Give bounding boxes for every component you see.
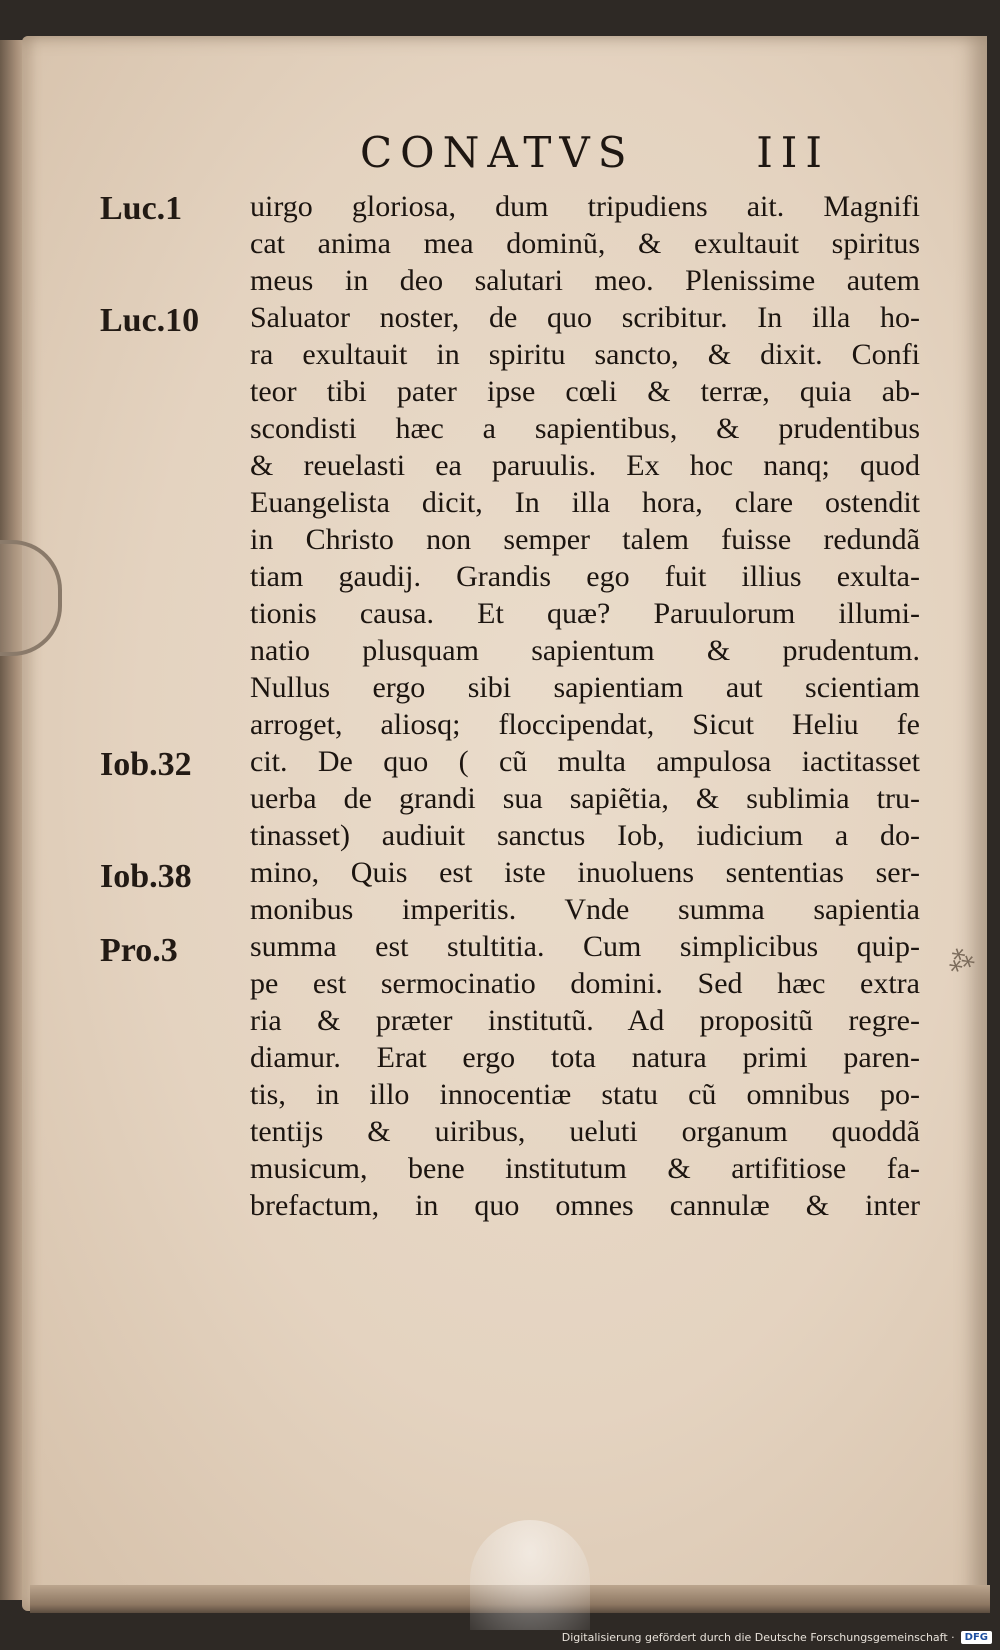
text-line: in Christo non semper talem fuisse redundã <box>250 523 920 556</box>
margin-note-iob32: Iob.32 <box>100 746 192 783</box>
text-line: ria & præter institutũ. Ad propositũ regre- <box>250 1004 920 1037</box>
digitization-credit <box>562 1631 992 1644</box>
text-line: summa est stultitia. Cum simplicibus quip- <box>250 930 920 963</box>
text-line: cit. De quo ( cũ multa ampulosa iactitasset <box>250 745 920 778</box>
text-line: uerba de grandi sua sapiẽtia, & sublimia tru- <box>250 782 920 815</box>
page-clip <box>470 1520 590 1630</box>
text-line: meus in deo salutari meo. Plenissime autem <box>250 264 920 297</box>
body-text <box>250 188 920 1224</box>
running-head-title: CONATVS <box>360 128 635 177</box>
dfg-logo: DFG <box>961 1631 992 1644</box>
text-line: tentijs & uiribus, ueluti organum quoddã <box>250 1115 920 1148</box>
text-line: tiam gaudij. Grandis ego fuit illius exulta- <box>250 560 920 593</box>
text-line: arroget, aliosq; floccipendat, Sicut Heliu fe <box>250 708 920 741</box>
text-line: ra exultauit in spiritu sancto, & dixit. Confi <box>250 338 920 371</box>
folio-number: III <box>756 128 830 177</box>
margin-note-luc1: Luc.1 <box>100 190 183 227</box>
text-line: musicum, bene institutum & artifitiose fa- <box>250 1152 920 1185</box>
text-line: tinasset) audiuit sanctus Iob, iudicium a do- <box>250 819 920 852</box>
text-line: teor tibi pater ipse cœli & terræ, quia ab- <box>250 375 920 408</box>
text-line: Saluator noster, de quo scribitur. In illa ho- <box>250 301 920 334</box>
margin-note-pro3: Pro.3 <box>100 932 178 969</box>
text-line: tionis causa. Et quæ? Paruulorum illumi- <box>250 597 920 630</box>
text-line: scondisti hæc a sapientibus, & prudentibus <box>250 412 920 445</box>
text-line: tis, in illo innocentiæ statu cũ omnibus po- <box>250 1078 920 1111</box>
text-line: natio plusquam sapientum & prudentum. <box>250 634 920 667</box>
margin-note-luc10: Luc.10 <box>100 302 200 339</box>
text-line: cat anima mea dominũ, & exultauit spiritus <box>250 227 920 260</box>
text-line: brefactum, in quo omnes cannulæ & inter <box>250 1189 920 1222</box>
text-line: Nullus ergo sibi sapientiam aut scientiam <box>250 671 920 704</box>
text-line: pe est sermocinatio domini. Sed hæc extra <box>250 967 920 1000</box>
text-line: diamur. Erat ergo tota natura primi paren- <box>250 1041 920 1074</box>
credit-text: Digitalisierung gefördert durch die Deutsche Forschungsgemeinschaft · <box>561 1631 955 1644</box>
text-line: mino, Quis est iste inuoluens sententias ser- <box>250 856 920 889</box>
text-line: uirgo gloriosa, dum tripudiens ait. Magnifi <box>250 190 920 223</box>
text-line: & reuelasti ea paruulis. Ex hoc nanq; quod <box>250 449 920 482</box>
marginal-mark-icon: ⁂ <box>943 942 979 980</box>
text-line: monibus imperitis. Vnde summa sapientia <box>250 893 920 926</box>
margin-note-iob38: Iob.38 <box>100 858 192 895</box>
text-line: Euangelista dicit, In illa hora, clare ostendit <box>250 486 920 519</box>
running-head <box>360 128 830 177</box>
